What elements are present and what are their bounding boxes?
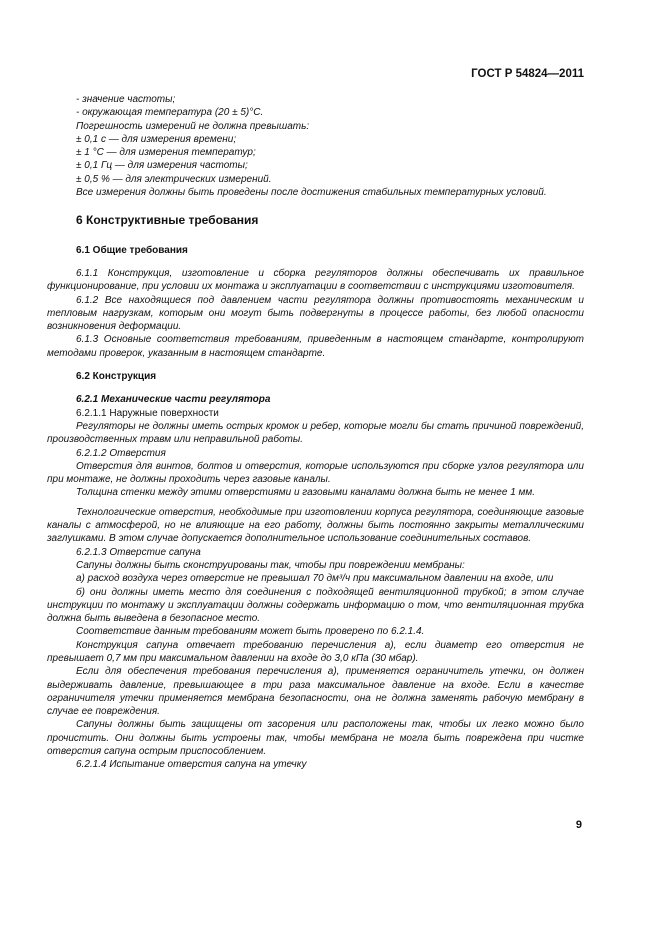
paragraph: Сапуны должны быть сконструированы так, чтобы при повреждении мембраны:	[76, 559, 465, 571]
paragraph: Все измерения должны быть проведены после достижения стабильных температурных условий.	[76, 187, 547, 199]
page-number: 9	[575, 819, 582, 831]
paragraph: Если для обеспечения требования перечисления а), применяется ограничитель утечки, он должен выдерживать давление, превышающее в три раза максимальное давление на входе. Если в качестве ограничителя утечки применяется мембрана безопасности, она не должна заменять рабочую мембрану в случае ее повреждения.	[47, 666, 584, 718]
paragraph: Технологические отверстия, необходимые при изготовлении корпуса регулятора, соединяющие газовые каналы с атмосферой, но не влияющие на его работу, должны быть постоянно закрыты металлическими заглушками. В этом случае допускается дополнительное использование соединительных составов.	[47, 506, 584, 545]
list-item: а) расход воздуха через отверстие не превышал 70 дм³/ч при максимальном давлении на входе, или	[76, 573, 554, 585]
paragraph: Регуляторы не должны иметь острых кромок и ребер, которые могли бы стать причиной повреждений, производственных травм или неправильной работы.	[47, 420, 584, 446]
document-id: ГОСТ Р 54824—2011	[471, 68, 584, 80]
paragraph: 6.1.2 Все находящиеся под давлением части регулятора должны противостоять механическим и тепловым нагрузкам, которым они могут быть подвергнуты в процессе работы, без любой опасности возникновения деформации.	[47, 294, 584, 333]
paragraph: Конструкция сапуна отвечает требованию перечисления а), если диаметр его отверстия не превышает 0,7 мм при максимальном давлении на входе до 3,0 кПа (30 мбар).	[47, 639, 584, 664]
paragraph: ± 1 °С — для измерения температур;	[76, 147, 256, 159]
paragraph: ± 0,5 % — для электрических измерений.	[76, 173, 272, 185]
paragraph: ± 0,1 с — для измерения времени;	[76, 133, 237, 145]
clause-heading: 6.2.1.3 Отверстие сапуна	[76, 546, 201, 558]
clause-heading: 6.2.1.4 Испытание отверстия сапуна на утечку	[76, 759, 307, 771]
paragraph: 6.1.3 Основные соответствия требованиям, приведенным в настоящем стандарте, контролируют методами проверок, указанным в настоящем стандарте.	[47, 334, 584, 359]
section-heading: 6 Конструктивные требования	[76, 213, 259, 228]
paragraph: Толщина стенки между этими отверстиями и газовыми каналами должна быть не менее 1 мм.	[76, 487, 536, 499]
paragraph: - значение частоты;	[76, 94, 176, 105]
subsection-heading: 6.2 Конструкция	[76, 371, 157, 383]
paragraph: Сапуны должны быть защищены от засорения или расположены так, чтобы их легко можно было прочистить. Они должны быть устроены так, чтобы мембрана не могла быть повреждена при чистке отверстия сапуна острым приспособлением.	[47, 719, 584, 758]
clause-heading: 6.2.1.2 Отверстия	[76, 447, 166, 459]
paragraph: Соответствие данным требованиям может быть проверено по 6.2.1.4.	[76, 626, 425, 638]
paragraph: Отверстия для винтов, болтов и отверстия, которые используются при сборке узлов регулятора или при монтаже, не должны проходить через газовые каналы.	[47, 460, 584, 486]
paragraph: - окружающая температура (20 ± 5)°С.	[76, 107, 264, 119]
list-item: б) они должны иметь место для соединения с подходящей вентиляционной трубкой; в этом случае инструкции по монтажу и эксплуатации должны содержать информацию о том, что вентиляционная трубка должна быть выведена в безопасное место.	[47, 586, 584, 625]
document-body	[47, 93, 584, 772]
subsection-heading: 6.1 Общие требования	[76, 244, 188, 256]
paragraph: 6.1.1 Конструкция, изготовление и сборка регуляторов должны обеспечивать их правильное функционирование, при условии их монтажа и эксплуатации в соответствии с инструкциями изготовителя.	[47, 267, 584, 293]
paragraph: ± 0,1 Гц — для измерения частоты;	[76, 160, 248, 172]
clause-heading: 6.2.1 Механические части регулятора	[76, 394, 271, 406]
clause-heading: 6.2.1.1 Наружные поверхности	[76, 407, 219, 419]
paragraph: Погрешность измерений не должна превышать:	[76, 120, 310, 132]
